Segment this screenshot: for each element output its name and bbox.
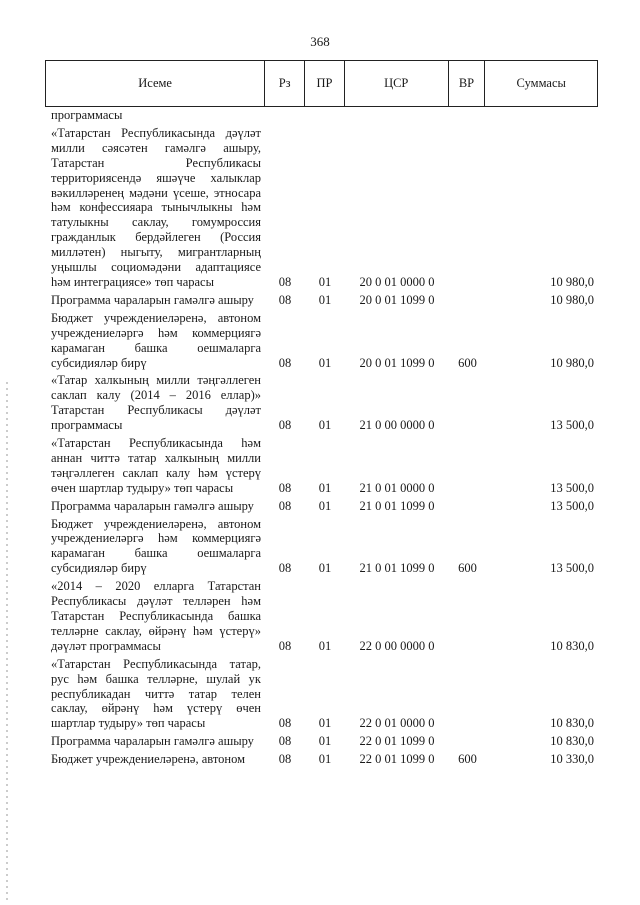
table-row <box>45 436 605 496</box>
cell-name: Бюджет учреждениеләренә, автоном учреждениеләргә һәм коммерциягә карамаган башка оешмаларга субсидияләр бирү <box>51 310 261 370</box>
cell-vr <box>449 657 486 732</box>
cell-rz: 08 <box>278 480 292 495</box>
cell-rz: 08 <box>278 734 292 749</box>
page-number: 368 <box>310 34 330 49</box>
table-row <box>45 108 605 123</box>
cell-rz: 08 <box>278 274 292 289</box>
column-header-sum: Суммасы <box>516 76 566 90</box>
cell-vr <box>449 499 486 514</box>
table-row <box>45 517 605 577</box>
cell-sum: 13 500,0 <box>550 498 594 513</box>
cell-rz: 08 <box>278 418 292 433</box>
cell-vr <box>449 293 486 308</box>
cell-csr: 21 0 00 0000 0 <box>359 418 435 433</box>
cell-vr <box>449 579 486 654</box>
cell-csr: 20 0 01 1099 0 <box>359 355 435 370</box>
cell-name: «Татарстан Республикасында дәүләт милли сәясәтен гамәлгә ашыру, Татарстан Республикасы территориясендә яшәүче халыклар вәкилләренең мәдәни үсеше, этносара һәм конфессияара тынычлыкны һәм татулыкны саклау, гомумроссия гражданлык бердәйлеген (Россия милләтен) ныгыту, мигрантларның уңышлы социомәдәни адаптациясе һәм интеграциясе» төп чарасы <box>51 125 261 289</box>
cell-pr: 01 <box>318 498 332 513</box>
cell-vr <box>449 436 486 496</box>
cell-csr: 21 0 01 1099 0 <box>359 498 435 513</box>
column-header-vr: ВР <box>449 61 486 106</box>
column-header-rz: Рз <box>265 61 305 106</box>
table-header <box>45 60 598 107</box>
cell-rz <box>265 108 305 123</box>
cell-name: «Татарстан Республикасында татар, рус һәм башка телләрне, шулай ук республикадан читтә татар телен саклау, өйрәнү һәм үстерү өчен шартлар тудыру» төп чарасы <box>51 656 261 731</box>
cell-rz: 08 <box>278 752 292 767</box>
cell-sum: 10 830,0 <box>550 638 594 653</box>
cell-csr: 20 0 01 0000 0 <box>359 274 435 289</box>
cell-pr: 01 <box>318 716 332 731</box>
column-header-csr: ЦСР <box>345 61 449 106</box>
cell-name: «Татар халкының милли тәңгәллеген саклап калу (2014 – 2016 еллар)» Татарстан Республикасы дәүләт программасы <box>51 373 261 433</box>
column-header-name: Исеме <box>46 61 265 106</box>
cell-name: Программа чараларын гамәлгә ашыру <box>51 734 254 749</box>
cell-sum: 10 830,0 <box>550 716 594 731</box>
cell-vr <box>449 734 486 749</box>
cell-csr: 22 0 01 1099 0 <box>359 752 435 767</box>
table-row <box>45 499 605 514</box>
cell-name: «Татарстан Республикасында һәм аннан читтә татар халкының милли тәңгәллеген саклап калу һәм үстерү өчен шартлар тудыру» төп чарасы <box>51 436 261 495</box>
cell-rz: 08 <box>278 561 292 576</box>
cell-csr <box>345 108 449 123</box>
cell-sum: 13 500,0 <box>550 418 594 433</box>
cell-sum <box>486 108 598 123</box>
cell-name: программасы <box>51 108 123 122</box>
table-row <box>45 579 605 654</box>
cell-vr: 600 <box>458 752 477 767</box>
table-row <box>45 657 605 732</box>
cell-pr: 01 <box>318 274 332 289</box>
cell-vr: 600 <box>458 355 477 370</box>
cell-sum: 10 980,0 <box>550 292 594 307</box>
cell-sum: 10 830,0 <box>550 734 594 749</box>
cell-rz: 08 <box>278 498 292 513</box>
cell-rz: 08 <box>278 638 292 653</box>
cell-rz: 08 <box>278 716 292 731</box>
cell-rz: 08 <box>278 292 292 307</box>
cell-vr <box>449 108 486 123</box>
cell-pr: 01 <box>318 638 332 653</box>
cell-csr: 21 0 01 0000 0 <box>359 480 435 495</box>
cell-name: «2014 – 2020 елларга Татарстан Республикасы дәүләт телләрен һәм Татарстан Республикасында башка телләрне саклау, өйрәнү һәм үстерү» дәүләт программасы <box>51 579 261 653</box>
cell-name: Бюджет учреждениеләренә, автоном <box>51 752 246 767</box>
cell-sum: 13 500,0 <box>550 480 594 495</box>
cell-pr: 01 <box>318 418 332 433</box>
cell-rz: 08 <box>278 355 292 370</box>
table-row <box>45 126 605 290</box>
cell-name: Программа чараларын гамәлгә ашыру <box>51 292 254 307</box>
cell-pr: 01 <box>318 752 332 767</box>
cell-pr <box>305 108 345 123</box>
cell-csr: 21 0 01 1099 0 <box>359 561 435 576</box>
cell-pr: 01 <box>318 480 332 495</box>
cell-pr: 01 <box>318 355 332 370</box>
cell-vr <box>449 373 486 433</box>
cell-vr <box>449 126 486 290</box>
cell-vr: 600 <box>458 561 477 576</box>
table-row <box>45 734 605 749</box>
table-row <box>45 293 605 308</box>
cell-csr: 22 0 00 0000 0 <box>359 638 435 653</box>
cell-pr: 01 <box>318 561 332 576</box>
cell-pr: 01 <box>318 734 332 749</box>
cell-csr: 20 0 01 1099 0 <box>359 292 435 307</box>
cell-sum: 10 980,0 <box>550 355 594 370</box>
table-row <box>45 752 605 767</box>
table-row <box>45 311 605 371</box>
scan-margin-dots <box>6 380 8 900</box>
cell-csr: 22 0 01 1099 0 <box>359 734 435 749</box>
cell-pr: 01 <box>318 292 332 307</box>
cell-sum: 10 330,0 <box>550 752 594 767</box>
cell-sum: 10 980,0 <box>550 274 594 289</box>
cell-name: Бюджет учреждениеләренә, автоном учреждениеләргә һәм коммерциягә карамаган башка оешмаларга субсидияләр бирү <box>51 516 261 576</box>
table-body <box>45 108 605 767</box>
cell-csr: 22 0 01 0000 0 <box>359 716 435 731</box>
cell-sum: 13 500,0 <box>550 561 594 576</box>
column-header-pr: ПР <box>305 61 345 106</box>
table-row <box>45 373 605 433</box>
cell-name: Программа чараларын гамәлгә ашыру <box>51 498 254 513</box>
